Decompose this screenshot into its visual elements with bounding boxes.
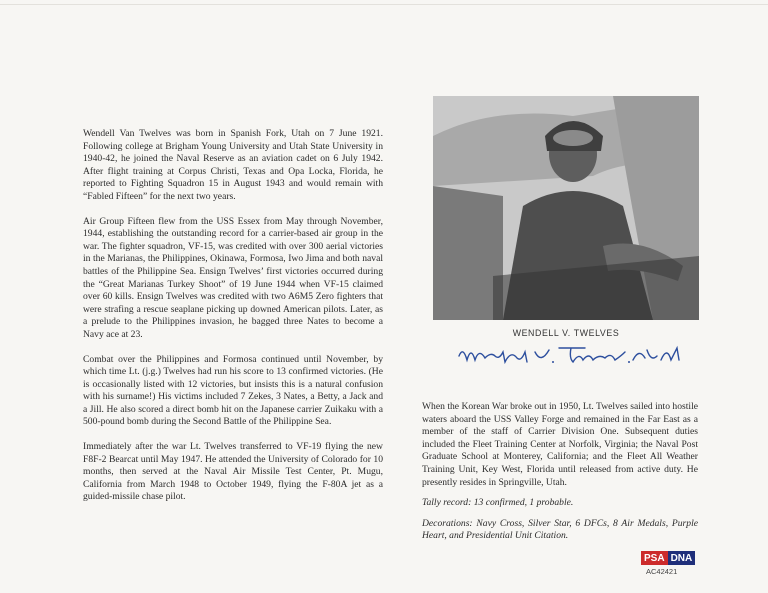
pilot-cockpit-photo [433, 96, 699, 320]
tally-label: Tally record: [422, 497, 472, 509]
psa-dna-logo [641, 551, 701, 565]
decorations [422, 518, 698, 543]
dna-logo-mark: DNA [668, 551, 696, 565]
tally-record [422, 497, 698, 510]
decorations-value: Navy Cross, Silver Star, 6 DFCs, 8 Air Medals, Purple Heart, and Presidential Unit Citation. [422, 517, 698, 542]
signature-ink-drawing [455, 338, 695, 372]
psa-logo-mark: PSA [641, 551, 668, 565]
biography-right-column [422, 401, 698, 551]
decorations-label: Decorations: [422, 517, 473, 529]
bio-paragraph-1: Wendell Van Twelves was born in Spanish Fork, Utah on 7 June 1921. Following college at Brigham Young University and Utah State University in 1940-42, he joined the Naval Reserve as an aviation cadet on 6 July 1942. After flight training at Corpus Christi, Texas and Opa Locka, Florida, he reported to Fighting Squadron 15 in August 1943 and would remain with “Fabled Fifteen” for the next two years. [83, 128, 383, 202]
tally-value: 13 confirmed, 1 probable. [473, 497, 574, 509]
bio-paragraph-5: When the Korean War broke out in 1950, Lt. Twelves sailed into hostile waters aboard the USS Valley Forge and remained in the Far East as a member of the staff of Carrier Division One. Subsequent duties included the Fleet Training Center at Norfolk, Virginia; the Naval Post Graduate School at Monterey, California; and the Fleet All Weather Training Unit, Key West, Florida until released from active duty. He presently resides in Springville, Utah. [422, 401, 698, 488]
bio-paragraph-4: Immediately after the war Lt. Twelves transferred to VF-19 flying the new F8F-2 Bearcat until May 1947. He attended the University of Colorado for 10 months, then served at the Naval Air Missile Test Center, Pt. Mugu, California from March 1948 to October 1949, flying the F-80A jet as a guided-missile chase pilot. [83, 441, 383, 503]
autograph-signature [455, 338, 695, 372]
biography-left-column [83, 128, 383, 516]
pilot-photo-illustration [433, 96, 699, 320]
page-fold-line [0, 4, 768, 5]
bio-paragraph-2: Air Group Fifteen flew from the USS Essex from May through November, 1944, establishing the outstanding record for a carrier-based air group in the war. The fighter squadron, VF-15, was credited with over 300 aerial victories in the Marianas, the Philippines, Okinawa, Formosa, Iwo Jima and both naval battles of the Philippine Sea. Ensign Twelves’ first victories occurred during the “Great Marianas Turkey Shoot” of 19 June 1944 when VF-15 claimed over 60 kills. Ensign Twelves was credited with two A6M5 Zero fighters that were strafing a rescue seaplane picking up downed American pilots. Later, as a prelude to the Philippines invasion, he bagged three Nates to become a Navy ace at 23. [83, 215, 383, 340]
certification-number: AC42421 [646, 567, 678, 576]
bio-paragraph-3: Combat over the Philippines and Formosa continued until November, by which time Lt. (j.g.) Twelves had run his score to 13 confirmed victories. (He is occasionally listed with 12 victories, but insists this is a natural confusion with his surname!) His victims included 7 Zekes, 3 Nates, a Betty, a Jack and a Jill. He also scored a direct bomb hit on the Japanese carrier Zuikaku with a 500-pound bomb during the Second Battle of the Philippine Sea. [83, 353, 383, 428]
photo-caption: WENDELL V. TWELVES [512, 328, 620, 338]
